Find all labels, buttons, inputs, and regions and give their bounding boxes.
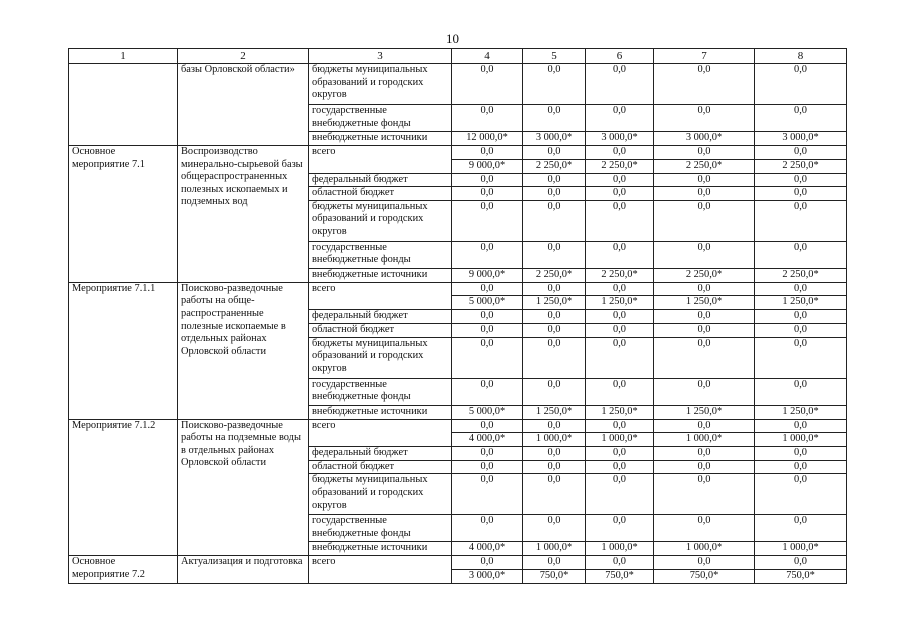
value-cell: 0,0: [586, 105, 654, 132]
value-cell: 1 000,0*: [523, 542, 586, 556]
column-header: 1: [69, 49, 178, 64]
value-cell: 0,0: [755, 241, 847, 268]
value-cell: 0,0: [654, 146, 755, 160]
value-cell: 0,0: [755, 173, 847, 187]
value-cell: 1 250,0*: [523, 405, 586, 419]
value-cell: 0,0: [586, 447, 654, 461]
value-cell: 5 000,0*: [452, 405, 523, 419]
value-cell: 0,0: [755, 378, 847, 405]
value-cell: 0,0: [654, 200, 755, 241]
column-header: 6: [586, 49, 654, 64]
value-cell: 3 000,0*: [523, 132, 586, 146]
funding-source: бюджеты муниципальных образований и городских округов: [309, 337, 452, 378]
activity-title: Воспроизводство минерально-сырьевой базы общераспространенных полезных ископаемых и подземных вод: [178, 146, 309, 283]
value-cell: 1 250,0*: [586, 405, 654, 419]
value-cell: 0,0: [755, 515, 847, 542]
value-cell: 0,0: [755, 337, 847, 378]
value-cell: 0,0: [452, 474, 523, 515]
value-cell: 2 250,0*: [523, 159, 586, 173]
value-cell: 0,0: [586, 64, 654, 105]
value-cell: 0,0: [523, 146, 586, 160]
funding-source: бюджеты муниципальных образований и городских округов: [309, 200, 452, 241]
value-cell: 1 000,0*: [654, 542, 755, 556]
funding-source: внебюджетные источники: [309, 268, 452, 282]
value-cell: 0,0: [654, 447, 755, 461]
funding-source: всего: [309, 146, 452, 174]
value-cell: 0,0: [755, 310, 847, 324]
value-cell: 0,0: [523, 200, 586, 241]
value-cell: 0,0: [586, 282, 654, 296]
value-cell: 750,0*: [654, 569, 755, 583]
activity-code: Мероприятие 7.1.1: [69, 282, 178, 419]
value-cell: 1 000,0*: [586, 542, 654, 556]
value-cell: 1 000,0*: [755, 542, 847, 556]
value-cell: 0,0: [452, 323, 523, 337]
value-cell: 0,0: [523, 105, 586, 132]
value-cell: 1 250,0*: [654, 405, 755, 419]
value-cell: 0,0: [654, 323, 755, 337]
value-cell: 0,0: [523, 187, 586, 201]
value-cell: 0,0: [452, 515, 523, 542]
funding-source: бюджеты муниципальных образований и городских округов: [309, 474, 452, 515]
value-cell: 0,0: [452, 337, 523, 378]
value-cell: 0,0: [755, 282, 847, 296]
value-cell: 0,0: [755, 146, 847, 160]
value-cell: 1 000,0*: [654, 433, 755, 447]
column-header: 3: [309, 49, 452, 64]
activity-title: Поисково-разведочные работы на подземные воды в отдельных районах Орловской области: [178, 419, 309, 556]
value-cell: 0,0: [755, 447, 847, 461]
value-cell: 0,0: [523, 474, 586, 515]
value-cell: 3 000,0*: [586, 132, 654, 146]
value-cell: 0,0: [452, 187, 523, 201]
value-cell: 3 000,0*: [654, 132, 755, 146]
value-cell: 1 250,0*: [586, 296, 654, 310]
value-cell: 0,0: [654, 241, 755, 268]
value-cell: 0,0: [452, 419, 523, 433]
funding-source: областной бюджет: [309, 323, 452, 337]
funding-source: внебюджетные источники: [309, 132, 452, 146]
value-cell: 0,0: [586, 556, 654, 570]
value-cell: 4 000,0*: [452, 433, 523, 447]
funding-source: всего: [309, 556, 452, 584]
value-cell: 0,0: [755, 187, 847, 201]
value-cell: 0,0: [523, 64, 586, 105]
value-cell: 0,0: [586, 310, 654, 324]
value-cell: 2 250,0*: [755, 268, 847, 282]
value-cell: 0,0: [523, 241, 586, 268]
value-cell: 4 000,0*: [452, 542, 523, 556]
table-row: [69, 556, 847, 570]
value-cell: 0,0: [654, 460, 755, 474]
value-cell: 0,0: [586, 323, 654, 337]
funding-source: государственные внебюджетные фонды: [309, 515, 452, 542]
value-cell: 0,0: [755, 105, 847, 132]
value-cell: 0,0: [586, 146, 654, 160]
value-cell: 0,0: [755, 200, 847, 241]
funding-source: государственные внебюджетные фонды: [309, 241, 452, 268]
value-cell: 0,0: [523, 173, 586, 187]
value-cell: 750,0*: [755, 569, 847, 583]
value-cell: 1 000,0*: [755, 433, 847, 447]
value-cell: 12 000,0*: [452, 132, 523, 146]
value-cell: 0,0: [586, 241, 654, 268]
table-row: [69, 64, 847, 105]
value-cell: 1 250,0*: [523, 296, 586, 310]
value-cell: 750,0*: [586, 569, 654, 583]
value-cell: 9 000,0*: [452, 268, 523, 282]
value-cell: 750,0*: [523, 569, 586, 583]
value-cell: 0,0: [586, 337, 654, 378]
value-cell: 0,0: [654, 337, 755, 378]
value-cell: 0,0: [452, 310, 523, 324]
value-cell: 0,0: [523, 378, 586, 405]
column-header: 2: [178, 49, 309, 64]
value-cell: 0,0: [523, 460, 586, 474]
value-cell: 2 250,0*: [755, 159, 847, 173]
activity-code: Основное мероприятие 7.1: [69, 146, 178, 283]
value-cell: 0,0: [586, 515, 654, 542]
value-cell: 3 000,0*: [755, 132, 847, 146]
value-cell: 3 000,0*: [452, 569, 523, 583]
value-cell: 0,0: [755, 419, 847, 433]
column-header: 8: [755, 49, 847, 64]
value-cell: 0,0: [523, 323, 586, 337]
value-cell: 0,0: [452, 105, 523, 132]
value-cell: 0,0: [452, 241, 523, 268]
value-cell: 0,0: [452, 64, 523, 105]
value-cell: 0,0: [523, 419, 586, 433]
funding-source: всего: [309, 282, 452, 310]
value-cell: 0,0: [654, 556, 755, 570]
value-cell: 0,0: [586, 378, 654, 405]
value-cell: 0,0: [755, 323, 847, 337]
value-cell: 0,0: [452, 282, 523, 296]
value-cell: 0,0: [452, 447, 523, 461]
value-cell: 1 250,0*: [654, 296, 755, 310]
budget-table: [68, 48, 847, 584]
value-cell: 0,0: [452, 556, 523, 570]
value-cell: 0,0: [452, 173, 523, 187]
value-cell: 0,0: [755, 474, 847, 515]
value-cell: 0,0: [586, 200, 654, 241]
column-number-row: [69, 49, 847, 64]
value-cell: 0,0: [654, 378, 755, 405]
column-header: 4: [452, 49, 523, 64]
value-cell: 0,0: [654, 187, 755, 201]
value-cell: 2 250,0*: [654, 159, 755, 173]
funding-source: бюджеты муниципальных образований и городских округов: [309, 64, 452, 105]
value-cell: 0,0: [452, 460, 523, 474]
table-row: [69, 146, 847, 160]
value-cell: 2 250,0*: [586, 159, 654, 173]
funding-source: внебюджетные источники: [309, 405, 452, 419]
value-cell: 0,0: [523, 556, 586, 570]
value-cell: 1 000,0*: [523, 433, 586, 447]
value-cell: 2 250,0*: [586, 268, 654, 282]
value-cell: 1 000,0*: [586, 433, 654, 447]
value-cell: 0,0: [586, 460, 654, 474]
value-cell: 0,0: [654, 105, 755, 132]
value-cell: 0,0: [755, 460, 847, 474]
value-cell: 0,0: [452, 146, 523, 160]
page-number: 10: [446, 31, 459, 46]
value-cell: 2 250,0*: [523, 268, 586, 282]
funding-source: федеральный бюджет: [309, 447, 452, 461]
funding-source: областной бюджет: [309, 460, 452, 474]
funding-source: федеральный бюджет: [309, 173, 452, 187]
value-cell: 0,0: [654, 282, 755, 296]
value-cell: 0,0: [586, 187, 654, 201]
table-row: [69, 282, 847, 296]
column-header: 7: [654, 49, 755, 64]
value-cell: 0,0: [654, 173, 755, 187]
value-cell: 0,0: [654, 310, 755, 324]
activity-title: Актуализация и подготовка: [178, 556, 309, 584]
activity-title: базы Орловской области»: [178, 64, 309, 146]
value-cell: 0,0: [654, 474, 755, 515]
value-cell: 0,0: [586, 173, 654, 187]
table-row: [69, 419, 847, 433]
value-cell: 0,0: [523, 337, 586, 378]
funding-source: всего: [309, 419, 452, 447]
funding-source: внебюджетные источники: [309, 542, 452, 556]
activity-cell: [69, 64, 178, 146]
funding-source: государственные внебюджетные фонды: [309, 105, 452, 132]
value-cell: 0,0: [654, 515, 755, 542]
value-cell: 0,0: [523, 310, 586, 324]
value-cell: 0,0: [654, 419, 755, 433]
funding-source: федеральный бюджет: [309, 310, 452, 324]
value-cell: 1 250,0*: [755, 405, 847, 419]
value-cell: 0,0: [523, 282, 586, 296]
value-cell: 0,0: [523, 515, 586, 542]
value-cell: 0,0: [452, 200, 523, 241]
value-cell: 5 000,0*: [452, 296, 523, 310]
activity-code: Основное мероприятие 7.2: [69, 556, 178, 584]
funding-source: областной бюджет: [309, 187, 452, 201]
activity-title: Поисково-разведочные работы на обще-распространенные полезные ископаемые в отдельных районах Орловской области: [178, 282, 309, 419]
value-cell: 1 250,0*: [755, 296, 847, 310]
value-cell: 0,0: [452, 378, 523, 405]
funding-source: государственные внебюджетные фонды: [309, 378, 452, 405]
value-cell: 9 000,0*: [452, 159, 523, 173]
value-cell: 0,0: [523, 447, 586, 461]
activity-code: Мероприятие 7.1.2: [69, 419, 178, 556]
value-cell: 2 250,0*: [654, 268, 755, 282]
value-cell: 0,0: [586, 419, 654, 433]
value-cell: 0,0: [755, 556, 847, 570]
value-cell: 0,0: [586, 474, 654, 515]
column-header: 5: [523, 49, 586, 64]
value-cell: 0,0: [654, 64, 755, 105]
value-cell: 0,0: [755, 64, 847, 105]
